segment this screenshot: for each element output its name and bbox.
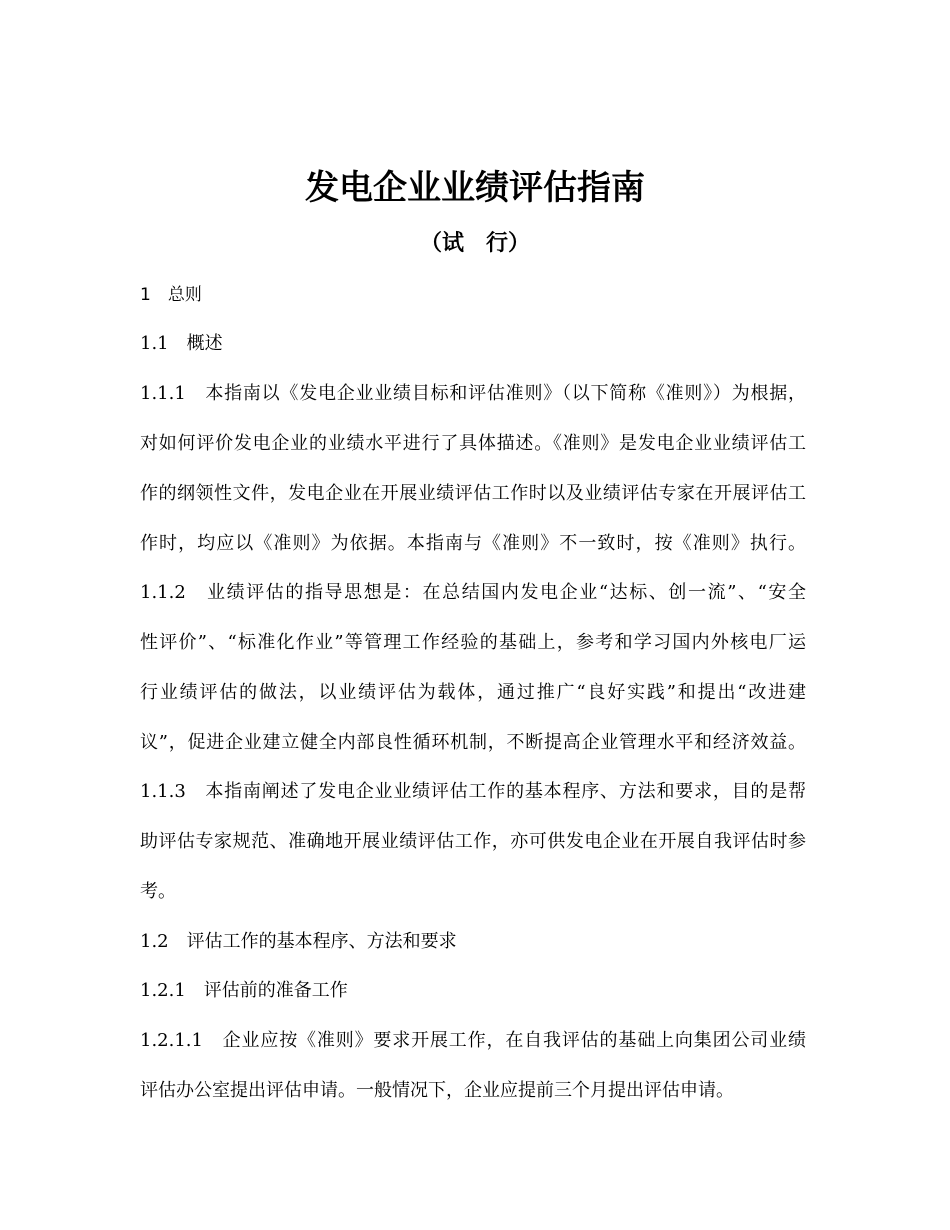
section-heading-1-2-1: 1.2.1 评估前的准备工作: [140, 980, 348, 1001]
document-title: 发电企业业绩评估指南: [305, 168, 645, 208]
paragraph-line: 助评估专家规范、准确地开展业绩评估工作，亦可供发电企业在开展自我评估时参: [140, 831, 806, 852]
paragraph-line: 作时，均应以《准则》为依据。本指南与《准则》不一致时，按《准则》执行。: [140, 533, 806, 554]
document-subtitle: （试 行）: [419, 231, 530, 256]
paragraph-line: 1.1.2 业绩评估的指导思想是：在总结国内发电企业“达标、创一流”、“安全: [140, 582, 806, 603]
paragraph-line: 1.2.1.1 企业应按《准则》要求开展工作，在自我评估的基础上向集团公司业绩: [140, 1030, 806, 1051]
section-heading-1: 1 总则: [140, 285, 202, 305]
paragraph-line: 评估办公室提出评估申请。一般情况下，企业应提前三个月提出评估申请。: [140, 1080, 734, 1101]
paragraph-line: 作的纲领性文件，发电企业在开展业绩评估工作时以及业绩评估专家在开展评估工: [140, 483, 806, 504]
paragraph-line: 1.1.1 本指南以《发电企业业绩目标和评估准则》（以下简称《准则》）为根据，: [140, 383, 806, 404]
paragraph-line: 考。: [140, 881, 176, 902]
paragraph-line: 行业绩评估的做法，以业绩评估为载体，通过推广“良好实践”和提出“改进建: [140, 682, 806, 703]
paragraph-line: 对如何评价发电企业的业绩水平进行了具体描述。《准则》是发电企业业绩评估工: [140, 433, 806, 454]
paragraph-line: 议”，促进企业建立健全内部良性循环机制，不断提高企业管理水平和经济效益。: [140, 732, 806, 753]
paragraph-line: 性评价”、“标准化作业”等管理工作经验的基础上，参考和学习国内外核电厂运: [140, 632, 806, 653]
section-heading-1-1: 1.1 概述: [140, 333, 223, 354]
paragraph-line: 1.1.3 本指南阐述了发电企业业绩评估工作的基本程序、方法和要求，目的是帮: [140, 781, 806, 802]
section-heading-1-2: 1.2 评估工作的基本程序、方法和要求: [140, 931, 457, 952]
